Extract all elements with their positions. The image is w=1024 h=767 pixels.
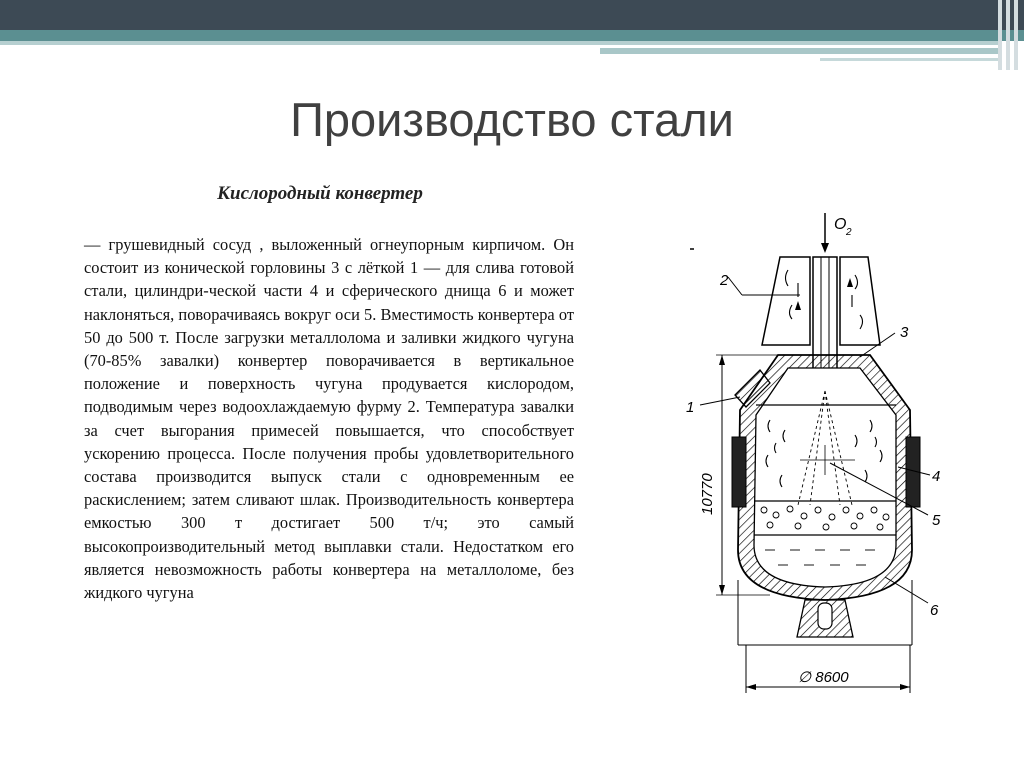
diameter-dimension-label: ∅ 8600: [798, 669, 849, 686]
callout-5: 5: [932, 512, 941, 529]
callout-2: 2: [720, 272, 729, 289]
oxygen-label: O: [834, 216, 847, 233]
top-bar: [0, 0, 1024, 30]
callout-3: 3: [900, 324, 909, 341]
accent-band-tiny: [820, 58, 1000, 61]
corner-stripe: [1006, 0, 1010, 70]
oxygen-converter-diagram: [680, 205, 980, 705]
body-paragraph: — грушевидный сосуд , выложенный огнеупорным кирпичом. Он состоит из конической горловины 3 с лёткой 1 — для слива готовой стали, цилиндри-ческой части 4 и сферического днища 6 и может наклоняться, поворачиваясь вокруг оси 5. Вместимость конвертера от 50 до 500 т. После загрузки металлолома и заливки жидкого чугуна (70-85% завалки) конвертер поворачивается в вертикальное положение и поверхность чугуна продувается кислородом, подводимым через водоохлаждаемую фурму 2. Температура завалки за счет выгорания примесей повышается, что способствует ускорению процесса. После получения пробы удовлетворительного состава производится выпуск стали с одновременным ее раскислением; затем сливают шлак. Производительность конвертера емкостью 300 т достигает 500 т/ч; это самый высокопроизводительный метод выплавки стали. Недостатком его является невозможность работы конвертера на металлоломе, без жидкого чугуна: [84, 235, 574, 603]
corner-stripe: [998, 0, 1002, 70]
callout-4: 4: [932, 468, 941, 485]
height-dimension-label: 10770: [699, 473, 716, 515]
accent-band-light: [0, 41, 1000, 45]
corner-stripe: [1014, 0, 1018, 70]
slide-title: Производство стали: [290, 93, 734, 146]
accent-band: [0, 30, 1024, 41]
callout-6: 6: [930, 602, 939, 619]
oxygen-subscript: 2: [846, 227, 852, 238]
callout-1: 1: [686, 399, 695, 416]
slide-subtitle: Кислородный конвертер: [217, 183, 423, 204]
accent-band-short: [600, 48, 1000, 54]
